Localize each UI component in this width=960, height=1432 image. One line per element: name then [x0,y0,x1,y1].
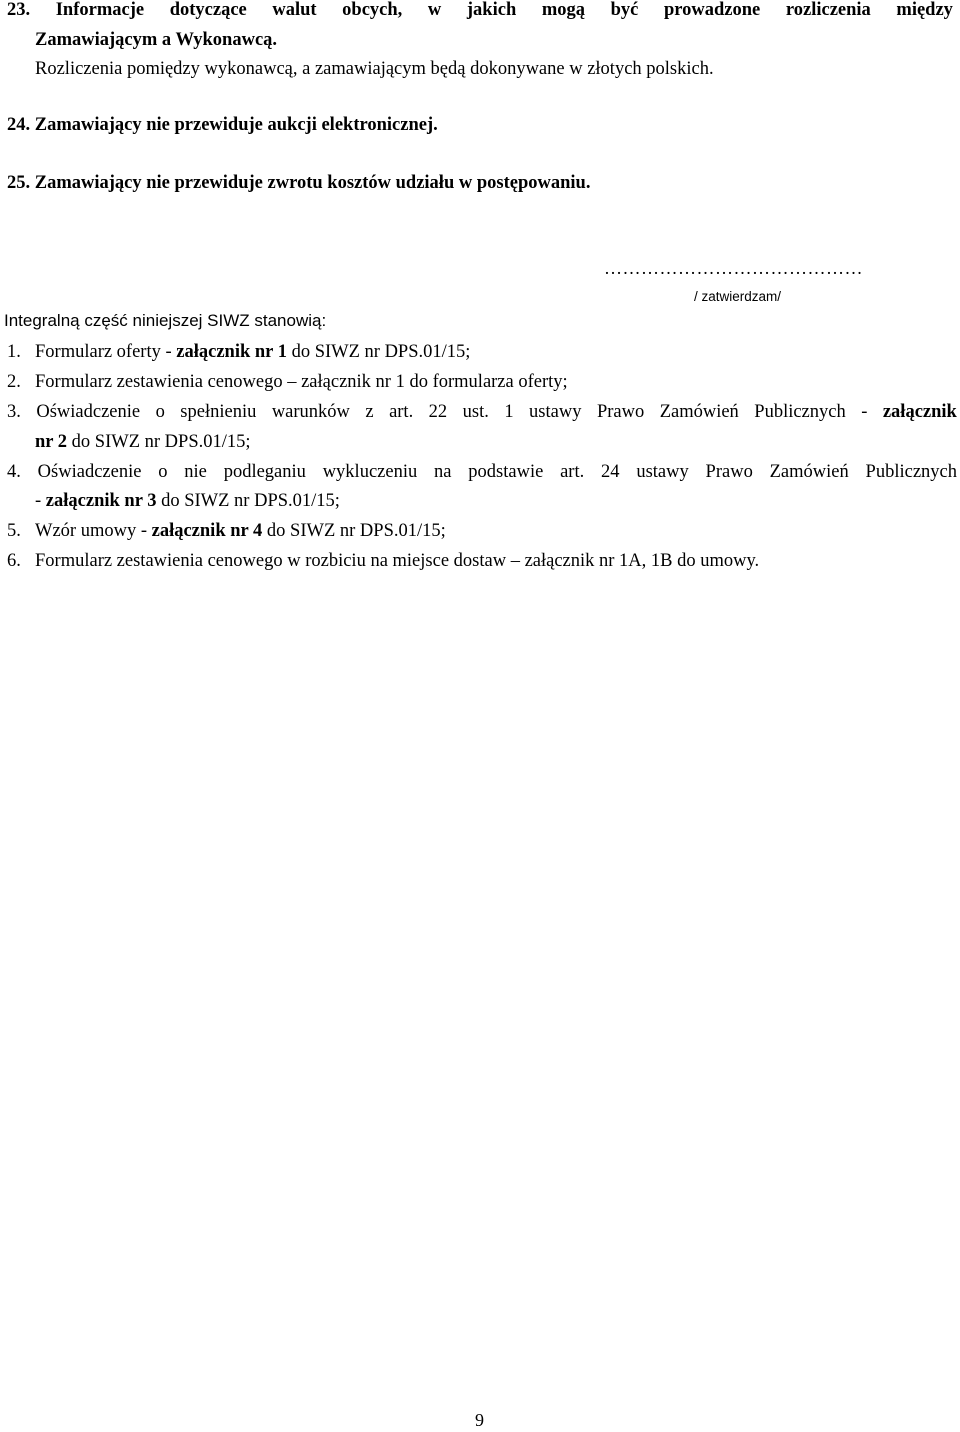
word: o [158,462,168,482]
word: ust. [462,402,489,422]
section-23-title-line2: Zamawiającym a Wykonawcą. [35,30,278,50]
item-number: 2. [7,372,21,392]
word: spełnieniu [180,402,257,422]
attachment-item-6 [7,551,759,572]
word: art. [560,462,585,482]
word: 22 [428,402,448,422]
item-bold: załącznik nr 1 [176,342,287,362]
section-23-title-line1 [7,0,953,21]
section-24: 24. Zamawiający nie przewiduje aukcji elektronicznej. [7,115,438,135]
section-25: 25. Zamawiający nie przewiduje zwrotu kosztów udziału w postępowaniu. [7,173,591,193]
item-text: do SIWZ nr DPS.01/15; [286,342,471,362]
word: w [427,0,442,20]
attachment-item-4-line2 [35,491,340,512]
signature-label: / zatwierdzam/ [694,289,782,304]
word: Prawo [596,402,645,422]
word: między [896,0,953,20]
word: mogą [541,0,586,20]
word: podstawie [468,462,544,482]
word: jakich [466,0,517,20]
word: ustawy [636,462,689,482]
word: z [365,402,374,422]
word: 4. [7,462,21,482]
attachment-item-1 [7,342,470,363]
word: obcych, [342,0,403,20]
attachment-item-2 [7,372,568,393]
item-text: Formularz zestawienia cenowego w rozbiciu na miejsce dostaw – załącznik nr 1A, 1B do umowy. [35,551,760,571]
word: Oświadczenie [37,462,142,482]
item-bold: załącznik nr 4 [151,521,263,541]
item-text: - [35,491,46,511]
word: na [434,462,452,482]
word: być [610,0,639,20]
word: Oświadczenie [36,402,141,422]
item-text: Formularz zestawienia cenowego – załącznik nr 1 do formularza oferty; [35,372,568,392]
word: nie [184,462,207,482]
word: podleganiu [223,462,306,482]
page-number: 9 [475,1410,484,1430]
word: dotyczące [169,0,247,20]
item-bold: załącznik nr 3 [45,491,157,511]
item-text: do SIWZ nr DPS.01/15; [156,491,340,511]
word: wykluczeniu [322,462,418,482]
word: 3. [7,402,21,422]
word: o [155,402,165,422]
word-bold: załącznik [882,402,957,422]
word: 24 [601,462,620,482]
attachment-item-4-line1 [7,462,957,483]
word: Prawo [705,462,753,482]
attachment-item-3-line2 [35,432,251,453]
word: 1 [504,402,514,422]
word: walut [272,0,317,20]
attachment-item-3-line1 [7,402,957,423]
attachments-heading: Integralną część niniejszej SIWZ stanowią: [4,311,327,330]
item-number: 6. [7,551,21,571]
word: rozliczenia [785,0,871,20]
item-number: 5. [7,521,21,541]
item-text: Wzór umowy - [35,521,152,541]
word: Informacje [55,0,145,20]
word: Publicznych [865,462,957,482]
item-text: Formularz oferty - [35,342,177,362]
section-23-body: Rozliczenia pomiędzy wykonawcą, a zamawiającym będą dokonywane w złotych polskich. [35,59,714,79]
word: 23. [7,0,31,20]
word: art. [389,402,414,422]
attachment-item-5 [7,521,446,542]
item-number: 1. [7,342,21,362]
word: Zamówień [769,462,849,482]
signature-line: …………………………………… [604,258,863,278]
item-text: do SIWZ nr DPS.01/15; [262,521,446,541]
word: - [861,402,868,422]
item-bold: nr 2 [35,432,68,452]
word: Zamówień [659,402,739,422]
word: Publicznych [754,402,846,422]
word: prowadzone [663,0,761,20]
item-text: do SIWZ nr DPS.01/15; [67,432,251,452]
word: ustawy [529,402,582,422]
word: warunków [271,402,350,422]
